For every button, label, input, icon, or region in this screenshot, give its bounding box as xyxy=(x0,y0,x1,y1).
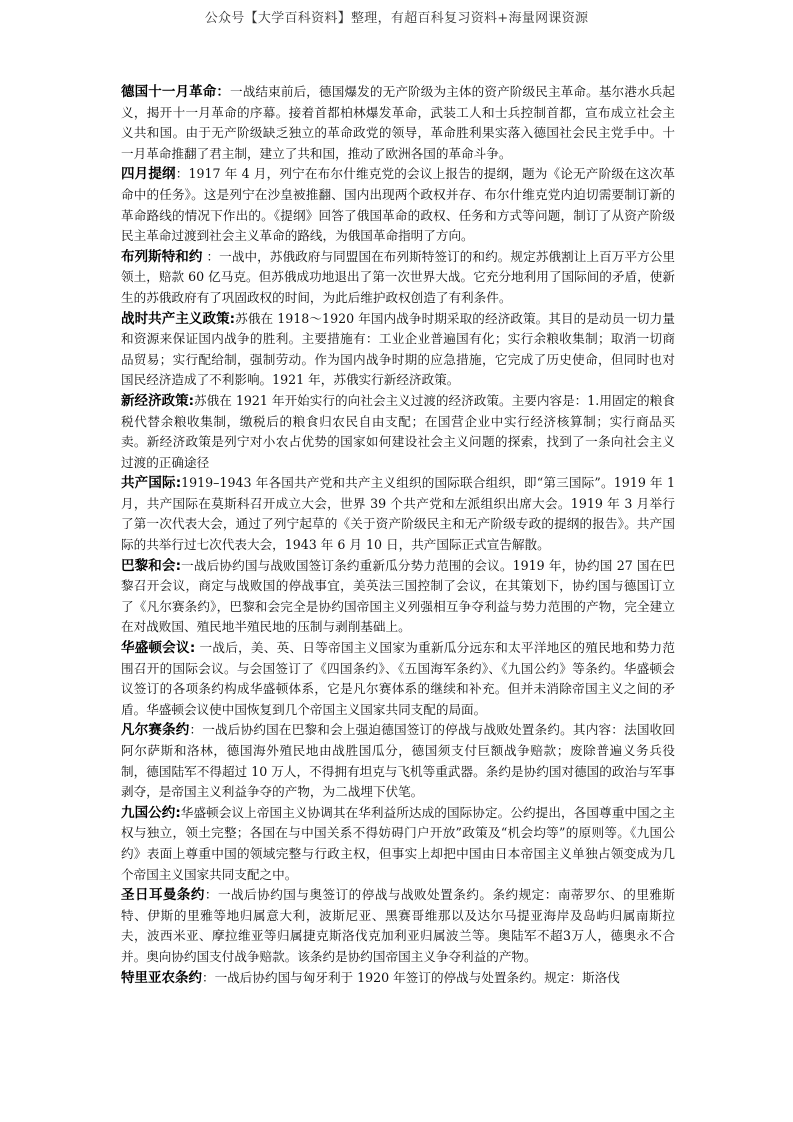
entry-term: 战时共产主义政策: xyxy=(121,310,236,327)
entry-body: 苏俄在 1918～1920 年国内战争时期采取的经济政策。其目的是动员一切力量和资源来保证国内战争的胜利。主要措施有：工业企业普遍国有化；实行余粮收集制；取消一切商品贸易；实行配给制，强制劳动。作为国内战争时期的应急措施，它完成了历史使命，但同时也对国民经济造成了不利影响。1921 年，苏俄实行新经济政策。 xyxy=(121,310,676,388)
entry-november-revolution xyxy=(121,82,675,164)
document-body xyxy=(121,82,675,988)
entry-paris-peace-conference xyxy=(121,556,675,638)
entry-term: 新经济政策: xyxy=(121,392,194,409)
entry-comintern xyxy=(121,473,675,555)
entry-term: 凡尔赛条约 xyxy=(121,722,190,739)
entry-treaty-of-saint-germain xyxy=(121,885,675,967)
entry-body: ：一战后协约国与匈牙利于 1920 年签订的停战与处置条约。规定：斯洛伐 xyxy=(202,969,620,985)
page-header: 公众号【大学百科资料】整理，有超百科复习资料+海量网课资源 xyxy=(204,11,589,26)
entry-body: ：一战后协约国与奥签订的停战与战败处置条约。条约规定：南蒂罗尔、的里雅斯特、伊斯的里雅等地归属意大利，波斯尼亚、黑赛哥维那以及达尔马提亚海岸及岛屿归属南斯拉夫，波西米亚、摩拉维亚等归属捷克斯洛伐克加利亚归属波兰等。奥陆军不超3万人，德奥永不合并。奥向协约国支付战争赔款。该条约是协约国帝国主义争夺利益的产物。 xyxy=(121,887,676,964)
entry-term: 共产国际: xyxy=(121,475,182,492)
entry-term: 德国十一月革命： xyxy=(121,84,230,100)
entry-body: 华盛顿会议上帝国主义协调其在华利益所达成的国际协定。公约提出，各国尊重中国之主权与独立，领土完整；各国在与中国关系不得妨碍门户开放”政策及“机会均等”的原则等。《九国公约》表面上尊重中国的领域完整与行政主权，但事实上却把中国由日本帝国主义单独占领变成为几个帝国主义国家共同支配之中。 xyxy=(121,804,675,882)
entry-body: 一战后，美、英、日等帝国主义国家为重新瓜分远东和太平洋地区的殖民地和势力范围召开的国际会议。与会国签订了《四国条约》、《五国海军条约》、《九国公约》等条约。华盛顿会议签订的各项条约构成华盛顿体系，它是凡尔赛体系的继续和补充。但并未消除帝国主义之间的矛盾。华盛顿会议使中国恢复到几个帝国主义国家共同支配的局面。 xyxy=(121,640,675,717)
entry-body: 一战结束前后，德国爆发的无产阶级为主体的资产阶级民主革命。基尔港水兵起义，揭开十一月革命的序幕。接着首都柏林爆发革命，武装工人和士兵控制首都，宣布成立社会主义共和国。由于无产阶级缺乏独立的革命政党的领导，革命胜利果实落入德国社会民主党手中。十一月革命推翻了君主制，建立了共和国，推动了欧洲各国的革命斗争。 xyxy=(121,84,676,161)
entry-term: 布列斯特和约 xyxy=(121,248,203,265)
entry-body: ：1917 年 4 月，列宁在布尔什维克党的会议上报告的提纲，题为《论无产阶级在这次革命中的任务》。这是列宁在沙皇被推翻、国内出现两个政权并存、布尔什维克党内迫切需要制订新的革命路线的情况下作出的。《提纲》回答了俄国革命的政权、任务和方式等问题，制订了从资产阶级民主革命过渡到社会主义革命的路线，为俄国革命指明了方向。 xyxy=(121,166,676,244)
entry-term: 特里亚农条约 xyxy=(121,969,202,986)
entry-treaty-of-trianon xyxy=(121,968,675,989)
entry-washington-conference xyxy=(121,638,675,720)
entry-body: ：一战中，苏俄政府与同盟国在布列斯特签订的和约。规定苏俄割让上百万平方公里领土，赔款 60 亿马克。但苏俄成功地退出了第一次世界大战。它充分地利用了国际间的矛盾，使新生的苏俄政府有了巩固政权的时间，为此后维护政权创造了有利条件。 xyxy=(121,248,675,305)
entry-body: 1919–1943 年各国共产党和共产主义组织的国际联合组织，即“第三国际”。1919 年 1 月，共产国际在莫斯科召开成立大会，世界 39 个共产党和左派组织出席大会。1919 年 3 月举行了第一次代表大会，通过了列宁起草的《关于资产阶级民主和无产阶级专政的提纲的报告》。共产国际的共举行过七次代表大会，1943 年 6 月 10 日，共产国际正式宣告解散。 xyxy=(121,475,675,553)
entry-term: 圣日耳曼条约 xyxy=(121,887,205,904)
entry-body: 一战后协约国与战败国签订条约重新瓜分势力范围的会议。1919 年，协约国 27 国在巴黎召开会议，商定与战败国的停战事宜，美英法三国控制了会议，在其策划下，协约国与德国订立了《凡尔赛条约》，巴黎和会完全是协约国帝国主义列强相互争夺利益与势力范围的产物，完全建立在对战败国、殖民地半殖民地的压制与剥削基础上。 xyxy=(121,557,675,635)
entry-body: ：一战后协约国在巴黎和会上强迫德国签订的停战与战败处置条约。其内容：法国收回阿尔萨斯和洛林，德国海外殖民地由战胜国瓜分，德国须支付巨额战争赔款；废除普遍义务兵役制，德国陆军不得超过 10 万人，不得拥有坦克与飞机等重武器。条约是协约国对德国的政治与军事剥夺，是帝国主义利益争夺的产物，为二战埋下伏笔。 xyxy=(121,722,676,800)
entry-nine-power-treaty xyxy=(121,803,675,885)
entry-april-theses xyxy=(121,164,675,246)
entry-term: 九国公约: xyxy=(121,804,181,821)
entry-treaty-of-versailles xyxy=(121,720,675,802)
entry-body: 苏俄在 1921 年开始实行的向社会主义过渡的经济政策。主要内容是：1.用固定的粮食税代替余粮收集制，缴税后的粮食归农民自由支配；在国营企业中实行经济核算制；实行商品买卖。新经济政策是列宁对小农占优势的国家如何建设社会主义问题的探索，找到了一条向社会主义过渡的正确途径 xyxy=(121,392,675,470)
entry-new-economic-policy xyxy=(121,391,675,473)
entry-brest-litovsk xyxy=(121,247,675,309)
entry-term: 华盛顿会议: xyxy=(121,640,196,657)
entry-term: 四月提纲 xyxy=(121,166,176,183)
entry-war-communism xyxy=(121,309,675,391)
entry-term: 巴黎和会: xyxy=(121,557,182,574)
